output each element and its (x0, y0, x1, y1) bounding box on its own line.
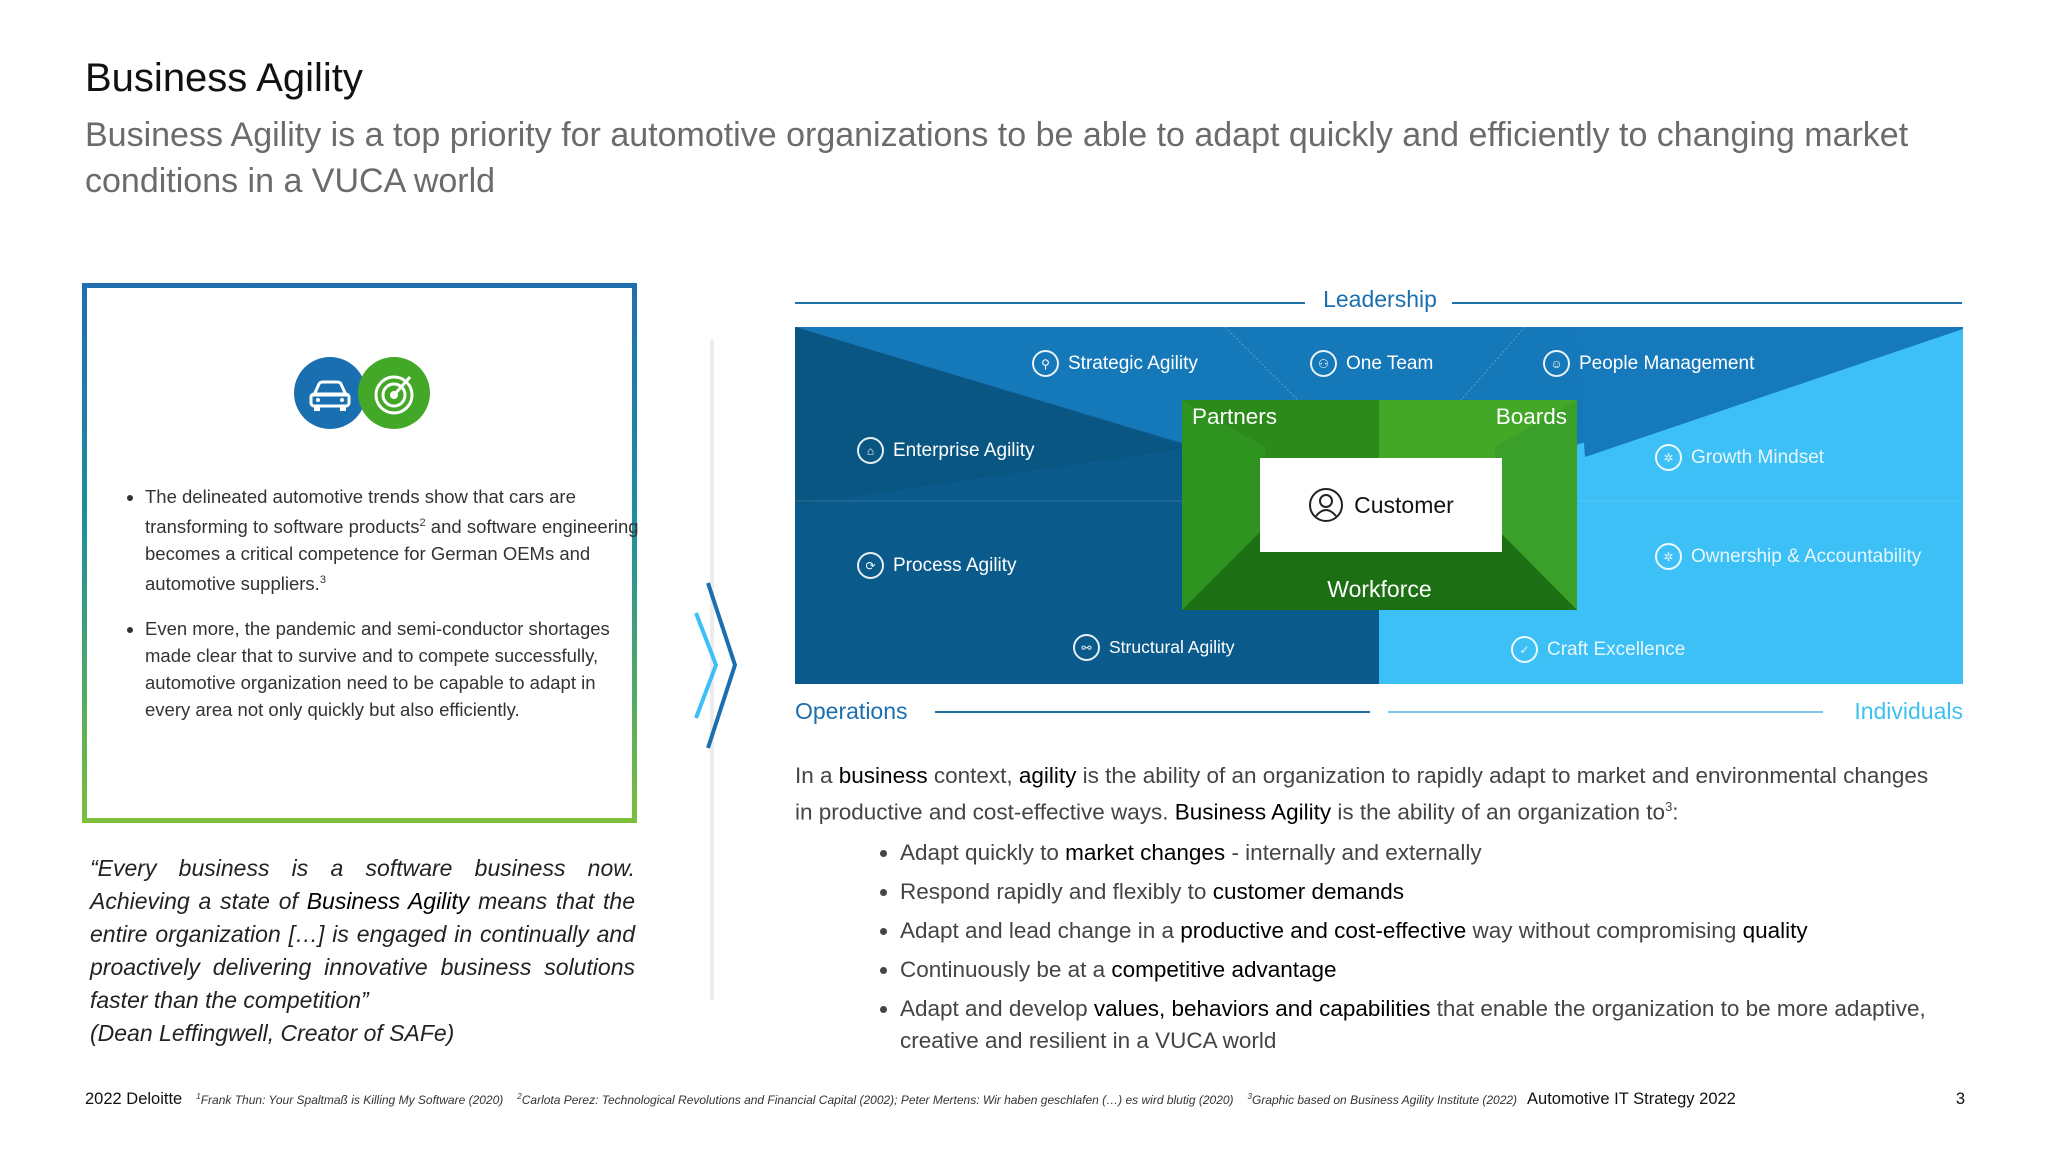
footer-doc-title: Automotive IT Strategy 2022 (1527, 1090, 1736, 1108)
hierarchy-icon: ⚯ (1073, 634, 1100, 661)
definition-paragraph: In a business context, agility is the ability of an organization to rapidly adapt to market and environmental changes in productive and cost-effective ways. Business Agility is the ability of an organization $to^3$: (795, 763, 1929, 825)
leadership-line-left (795, 302, 1305, 304)
user-icon (1308, 487, 1344, 523)
page-number: 3 (1955, 1090, 1965, 1108)
list-item: • Respond rapidly and flexibly to customer demands (900, 876, 1980, 908)
process-icon: ⟳ (857, 552, 884, 579)
customer-box: Customer (1260, 458, 1502, 552)
lightbulb-icon: ⚲ (1032, 350, 1059, 377)
domain-structural-agility: ⚯ Structural Agility (1073, 634, 1234, 661)
domain-one-team: ⚇ One Team (1310, 350, 1433, 377)
list-item: • Adapt and develop values, behaviors and capabilities that enable the organization to be more adaptive, creative and resilient in a VUCA world (900, 993, 1980, 1057)
building-icon: ⌂ (857, 437, 884, 464)
partners-label: Partners (1192, 404, 1278, 429)
trends-box (82, 283, 637, 823)
trends-bullets (115, 483, 645, 741)
footnote-2: $^2$Carlota Perez: Technological Revolutions and Financial Capital (2002); Peter Mertens: Wir haben geschlafen (…) es wird blutig (2020) (517, 1092, 1234, 1107)
domain-growth-mindset: ✲ Growth Mindset (1655, 444, 1824, 471)
list-item: • Adapt and lead change in a productive and cost-effective way without compromising quality (900, 915, 1980, 947)
domain-enterprise-agility: ⌂ Enterprise Agility (857, 437, 1035, 464)
quote: “Every business is a software business now. Achieving a state of Business Agility means that the entire organization […] is engaged in continually and proactively delivering innovative business solutions faster than the competition” (Dean Leffingwell, Creator of SAFe) (90, 855, 636, 1046)
individuals-label: Individuals (1854, 698, 1963, 724)
list-item: • Even more, the pandemic and semi-conductor shortages made clear that to survive and to compete successfully, automotive organization need to be capable to adapt in every area not only quickly but also efficiently. (145, 615, 645, 723)
agility-capabilities-list (870, 837, 1980, 1064)
chevron-right-icon (690, 578, 740, 753)
list-item: • Adapt quickly to market changes - internally and externally (900, 837, 1980, 869)
footer-copyright: 2022 Deloitte (85, 1090, 183, 1108)
domain-strategic-agility: ⚲ Strategic Agility (1032, 350, 1198, 377)
workforce-label: Workforce (1327, 576, 1432, 602)
domain-process-agility: ⟳ Process Agility (857, 552, 1017, 579)
quote-attribution: (Dean Leffingwell, Creator of SAFe) (90, 1020, 455, 1046)
domain-ownership-accountability: ✲ Ownership & Accountability (1655, 543, 1921, 570)
operations-line (935, 711, 1370, 713)
list-item: • The delineated automotive trends show that cars are transforming to software products$^2$ and software engineering becomes a critical competence for German OEMs and automotive suppliers.$^3$ (145, 483, 645, 597)
car-icon (294, 357, 366, 429)
badge-icon: ✲ (1655, 543, 1682, 570)
business-agility-diagram (795, 327, 1963, 684)
gear-icon: ✲ (1655, 444, 1682, 471)
team-icon: ⚇ (1310, 350, 1337, 377)
domain-people-management: ☺ People Management (1543, 350, 1754, 377)
domain-craft-excellence: ✓ Craft Excellence (1511, 636, 1685, 663)
page-title: Business Agility (85, 56, 363, 100)
footnote-1: $^1$Frank Thun: Your Spaltmaß is Killing My Software (2020) (196, 1092, 504, 1107)
individuals-line (1388, 711, 1823, 713)
leadership-label: Leadership (1323, 286, 1437, 312)
radar-icon (358, 357, 430, 429)
people-icon: ☺ (1543, 350, 1570, 377)
boards-label: Boards (1495, 404, 1567, 429)
leadership-line-right (1452, 302, 1962, 304)
page-subtitle: Business Agility is a top priority for automotive organizations to be able to adapt quickly and efficiently to changing market conditions in a VUCA world (85, 116, 1909, 200)
checkmark-icon: ✓ (1511, 636, 1538, 663)
footnote-3: $^3$Graphic based on Business Agility Institute (2022) (1247, 1092, 1518, 1107)
list-item: • Continuously be at a competitive advantage (900, 954, 1980, 986)
footer (85, 1090, 1965, 1114)
operations-label: Operations (795, 698, 908, 724)
